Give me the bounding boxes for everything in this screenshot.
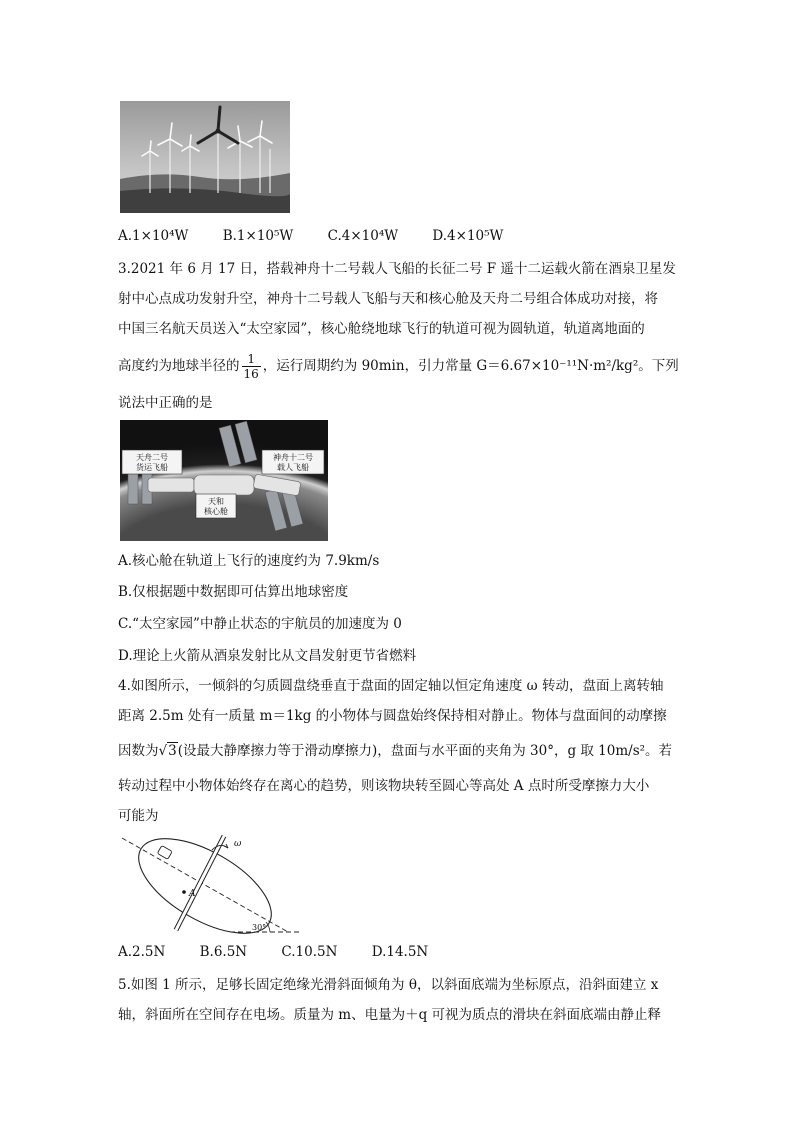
q4-text: 因数为 [118, 743, 159, 759]
shenzhou-label-1: 神舟十二号 [273, 453, 313, 462]
q4-line: 转动过程中小物体始终存在离心的趋势，则该物块转至圆心等高处 A 点时所受摩擦力大小 [118, 778, 650, 794]
q4-line: 4.如图所示，一倾斜的匀质圆盘绕垂直于盘面的固定轴以恒定角速度 ω 转动，盘面上离转轴 [118, 678, 664, 694]
tianzhou-label-1: 天舟二号 [136, 453, 168, 462]
q3-line: 射中心点成功发射升空，神舟十二号载人飞船与天和核心舱及天舟二号组合体成功对接，将 [118, 291, 658, 307]
q4-option-c[interactable]: C.10.5N [281, 944, 338, 960]
q3-stem [118, 254, 678, 418]
q4-option-d[interactable]: D.14.5N [371, 944, 429, 960]
angle-label: 30° [252, 923, 267, 932]
q3-option-b[interactable]: B.仅根据题中数据即可估算出地球密度 [118, 584, 349, 600]
tilted-disk-figure [120, 834, 310, 938]
q5-line: 轴，斜面所在空间存在电场。质量为 m、电量为＋q 可视为质点的滑块在斜面底端由静止释 [118, 1007, 662, 1023]
q4-option-a[interactable]: A.2.5N [118, 944, 166, 960]
q3-line [118, 344, 678, 388]
q2-options [118, 228, 533, 244]
space-station-figure [120, 420, 328, 541]
q4-option-b[interactable]: B.6.5N [199, 944, 248, 960]
q2-option-b[interactable]: B.1×10⁵W [222, 228, 294, 244]
tianhe-label-2: 核心舱 [204, 507, 228, 516]
sqrt-three: √3 [158, 743, 177, 759]
q3-text: 高度约为地球半径的 [118, 358, 240, 374]
q4-stem [118, 671, 678, 831]
wind-turbine-photo [120, 101, 290, 213]
omega-label: ω [234, 839, 242, 849]
q3-line: 说法中正确的是 [118, 395, 213, 411]
q3-text: ，运行周期约为 90min，引力常量 G＝6.67×10⁻¹¹N·m²/kg²。下列 [262, 358, 679, 374]
shenzhou-label-2: 载人飞船 [277, 463, 309, 472]
q4-line: 可能为 [118, 808, 159, 824]
q3-option-d[interactable]: D.理论上火箭从酒泉发射比从文昌发射更节省燃料 [118, 648, 417, 664]
point-a-label: A [189, 889, 196, 899]
tianhe-label-1: 天和 [208, 497, 224, 506]
q4-text: (设最大静摩擦力等于滑动摩擦力)，盘面与水平面的夹角为 30°，g 取 10m/s²。若 [177, 743, 673, 759]
one-sixteenth-fraction: $\frac{1}{16}$ [243, 352, 259, 381]
q5-line: 5.如图 1 所示，足够长固定绝缘光滑斜面倾角为 θ，以斜面底端为坐标原点，沿斜面建立 x [118, 977, 659, 993]
q3-option-c[interactable]: C.“太空家园”中静止状态的宇航员的加速度为 0 [118, 616, 402, 632]
q2-option-d[interactable]: D.4×10⁵W [432, 228, 504, 244]
q4-options [118, 944, 458, 960]
q2-option-a[interactable]: A.1×10⁴W [118, 228, 189, 244]
q3-line: 3.2021 年 6 月 17 日，搭载神舟十二号载人飞船的长征二号 F 遥十二运载火箭在酒泉卫星发 [118, 261, 676, 277]
q4-line [118, 731, 678, 771]
q2-option-c[interactable]: C.4×10⁴W [327, 228, 399, 244]
q4-line: 距离 2.5m 处有一质量 m＝1kg 的小物体与圆盘始终保持相对静止。物体与盘面间的动摩擦 [118, 708, 667, 724]
q3-line: 中国三名航天员送入“太空家园”，核心舱绕地球飞行的轨道可视为圆轨道，轨道离地面的 [118, 321, 645, 337]
q3-option-a[interactable]: A.核心舱在轨道上飞行的速度约为 7.9km/s [118, 553, 380, 569]
q5-stem [118, 970, 678, 1030]
tianzhou-label-2: 货运飞船 [136, 463, 168, 472]
